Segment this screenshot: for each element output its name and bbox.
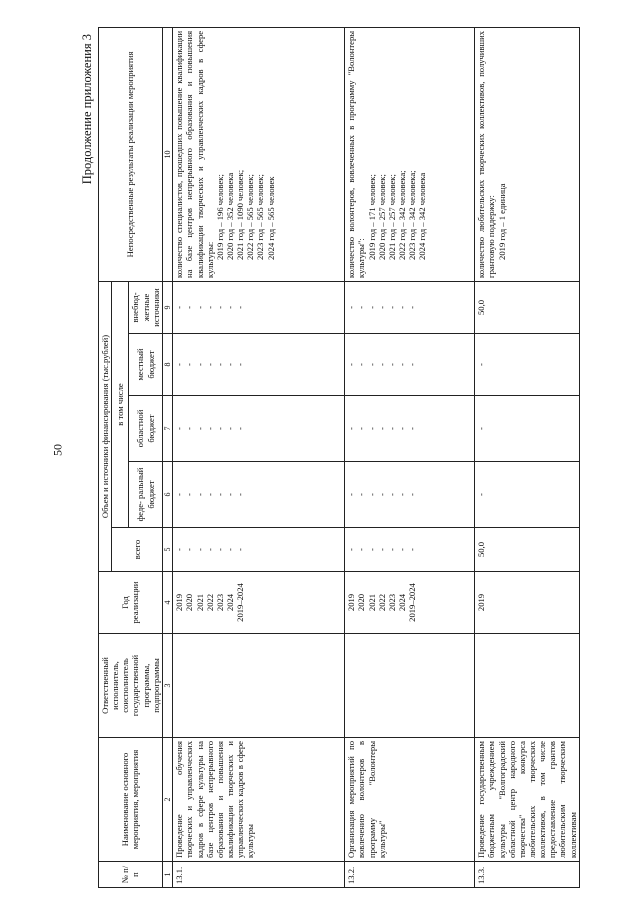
cell-federal-value: - [346, 493, 357, 496]
cell-regional-value: - [194, 427, 205, 430]
header-incl: в том числе [112, 281, 129, 527]
cell-local-value: - [366, 363, 377, 366]
cell-total-value: - [194, 548, 205, 551]
cell-federal-value: - [386, 493, 397, 496]
cell-year-value: 2024 [224, 593, 235, 612]
header-federal: феде- ральный бюджет [129, 462, 162, 528]
cell-regional [475, 396, 579, 462]
cell-total [173, 528, 345, 572]
cell-result [475, 27, 579, 281]
cell-year [173, 572, 345, 634]
table-row [345, 27, 475, 887]
result-item: 2019 год – 1 единица [496, 183, 507, 260]
cell-total-value: - [204, 548, 215, 551]
cell-regional-value: - [366, 427, 377, 430]
result-item: 2019 год – 196 человек; [214, 174, 225, 260]
table-row [173, 27, 345, 887]
cell-regional-value: - [224, 427, 235, 430]
cell-regional-value: - [184, 427, 195, 430]
cell-total-value: - [184, 548, 195, 551]
column-number: 4 [162, 572, 172, 634]
cell-total-value: - [174, 548, 185, 551]
cell-regional-value: - [386, 427, 397, 430]
cell-local [345, 334, 475, 396]
cell-offbudget-value: - [214, 306, 225, 309]
column-number: 10 [162, 27, 172, 281]
cell-federal [475, 462, 579, 528]
result-item: 2024 год – 565 человек [265, 176, 276, 260]
cell-regional-value: - [407, 427, 418, 430]
cell-total [345, 528, 475, 572]
cell-total-value: 50,0 [476, 541, 487, 558]
column-number: 1 [162, 862, 172, 888]
cell-offbudget-value: - [235, 306, 246, 309]
cell-year-value: 2019–2024 [235, 583, 246, 622]
cell-federal-value: - [174, 493, 185, 496]
header-year: Год реализации [99, 572, 163, 634]
cell-number: 13.2. [345, 862, 475, 888]
header-result: Непосредственные результаты реализации мероприятия [99, 27, 163, 281]
header-name: Наименование основного мероприятия, мероприятия [99, 738, 163, 862]
cell-total-value: - [214, 548, 225, 551]
cell-total-value: - [356, 548, 367, 551]
cell-regional-value: - [396, 427, 407, 430]
cell-local-value: - [376, 363, 387, 366]
cell-regional-value: - [356, 427, 367, 430]
cell-federal [173, 462, 345, 528]
cell-number: 13.1. [173, 862, 345, 888]
cell-number: 13.3. [475, 862, 579, 888]
cell-local [173, 334, 345, 396]
cell-total-value: - [407, 548, 418, 551]
cell-regional-value: - [204, 427, 215, 430]
column-number: 2 [162, 738, 172, 862]
cell-federal-value: - [407, 493, 418, 496]
cell-year-value: 2024 [396, 593, 407, 612]
cell-offbudget-value: - [386, 306, 397, 309]
cell-local-value: - [407, 363, 418, 366]
cell-total-value: - [396, 548, 407, 551]
cell-total-value: - [366, 548, 377, 551]
cell-year-value: 2023 [386, 593, 397, 612]
header-total: всего [112, 528, 163, 572]
cell-year-value: 2019 [174, 593, 185, 612]
column-number: 3 [162, 634, 172, 738]
cell-federal-value: - [476, 493, 487, 496]
cell-regional-value: - [174, 427, 185, 430]
result-item: 2020 год – 257 человек; [376, 174, 387, 260]
header-local: местный бюджет [129, 334, 162, 396]
cell-year-value: 2023 [214, 593, 225, 612]
cell-year-value: 2019 [346, 593, 357, 612]
result-item: 2022 год – 565 человек; [245, 174, 256, 260]
cell-year-value: 2021 [194, 593, 205, 612]
cell-year-value: 2020 [356, 593, 367, 612]
result-item: 2019 год – 171 человек; [366, 174, 377, 260]
cell-offbudget [173, 281, 345, 333]
cell-offbudget [345, 281, 475, 333]
cell-regional [173, 396, 345, 462]
cell-year-value: 2020 [184, 593, 195, 612]
header-funding: Объем и источники финансирования (тыс.рублей) [99, 281, 112, 571]
result-item: 2023 год – 565 человек; [255, 174, 266, 260]
cell-total-value: - [346, 548, 357, 551]
cell-offbudget-value: - [194, 306, 205, 309]
cell-offbudget-value: 50,0 [476, 299, 487, 315]
header-regional: областной бюджет [129, 396, 162, 462]
cell-federal-value: - [194, 493, 205, 496]
cell-federal-value: - [376, 493, 387, 496]
result-item: 2021 год – 1090 человек; [235, 169, 246, 260]
cell-offbudget-value: - [396, 306, 407, 309]
column-number: 5 [162, 528, 172, 572]
cell-year-value: 2021 [366, 593, 377, 612]
cell-offbudget-value: - [356, 306, 367, 309]
column-number: 7 [162, 396, 172, 462]
appendix-caption: Продолжение приложения 3 [80, 34, 94, 185]
cell-federal-value: - [396, 493, 407, 496]
cell-regional-value: - [376, 427, 387, 430]
cell-total-value: - [376, 548, 387, 551]
cell-year [475, 572, 579, 634]
cell-federal-value: - [356, 493, 367, 496]
cell-federal-value: - [224, 493, 235, 496]
result-item: 2022 год – 342 человека; [396, 170, 407, 260]
result-item: 2023 год – 342 человека; [407, 170, 418, 260]
cell-name: Проведение государственным бюджетным учреждением культуры "Волгоградский областной центр народного творчества" конкурса любительских творческих коллективов, в том числе предоставление грантов любительским творческим коллективам [475, 738, 579, 862]
cell-offbudget-value: - [366, 306, 377, 309]
cell-total [475, 528, 579, 572]
cell-local-value: - [184, 363, 195, 366]
cell-year [345, 572, 475, 634]
cell-executor [475, 634, 579, 738]
cell-local-value: - [386, 363, 397, 366]
cell-offbudget-value: - [407, 306, 418, 309]
cell-local-value: - [396, 363, 407, 366]
cell-name: Организация мероприятий по вовлечению волонтеров в программу "Волонтеры культуры" [345, 738, 475, 862]
cell-local-value: - [356, 363, 367, 366]
rotated-page-content [80, 28, 625, 888]
result-item: 2020 год – 352 человека [224, 172, 235, 260]
cell-result [345, 27, 475, 281]
cell-federal-value: - [214, 493, 225, 496]
result-item: 2024 год – 342 человека [417, 172, 428, 260]
column-number: 8 [162, 334, 172, 396]
cell-year-value: 2022 [204, 593, 215, 612]
cell-federal-value: - [235, 493, 246, 496]
cell-regional [345, 396, 475, 462]
result-item: 2021 год – 257 человек; [386, 174, 397, 260]
cell-regional-value: - [214, 427, 225, 430]
cell-offbudget-value: - [346, 306, 357, 309]
cell-offbudget [475, 281, 579, 333]
cell-local-value: - [194, 363, 205, 366]
cell-year-value: 2019–2024 [407, 583, 418, 622]
cell-federal-value: - [204, 493, 215, 496]
header-executor: Ответственный исполнитель, соисполнитель государственной программы, подпрограммы [99, 634, 163, 738]
cell-year-value: 2022 [376, 593, 387, 612]
cell-regional-value: - [235, 427, 246, 430]
page-number: 50 [50, 444, 65, 456]
cell-offbudget-value: - [204, 306, 215, 309]
funding-table [98, 27, 580, 888]
cell-regional-value: - [346, 427, 357, 430]
header-number: № п/п [99, 862, 163, 888]
column-number: 6 [162, 462, 172, 528]
cell-executor [173, 634, 345, 738]
cell-local-value: - [224, 363, 235, 366]
result-text: количество специалистов, прошедших повышение квалификации на базе центров непрерывного образования и повышения квалификации творческих и управленческих кадров в сфере культуры: [174, 30, 215, 278]
cell-local-value: - [476, 363, 487, 366]
cell-offbudget-value: - [184, 306, 195, 309]
cell-offbudget-value: - [174, 306, 185, 309]
cell-result [173, 27, 345, 281]
result-text: количество волонтеров, вовлеченных в программу "Волонтеры культуры": [346, 30, 367, 278]
cell-local [475, 334, 579, 396]
cell-name: Проведение обучения творческих и управленческих кадров в сфере культуры на базе центров непрерывного образования и повышения квалификации творческих и управленческих кадров в сфере культуры [173, 738, 345, 862]
cell-total-value: - [224, 548, 235, 551]
cell-local-value: - [204, 363, 215, 366]
cell-regional-value: - [476, 427, 487, 430]
table-row [475, 27, 579, 887]
cell-executor [345, 634, 475, 738]
cell-local-value: - [174, 363, 185, 366]
cell-federal-value: - [366, 493, 377, 496]
header-offbudget: внебюд- жетные источники [129, 281, 162, 333]
cell-offbudget-value: - [224, 306, 235, 309]
column-number: 9 [162, 281, 172, 333]
cell-local-value: - [235, 363, 246, 366]
cell-year-value: 2019 [476, 593, 487, 612]
cell-federal [345, 462, 475, 528]
cell-offbudget-value: - [376, 306, 387, 309]
cell-total-value: - [386, 548, 397, 551]
cell-local-value: - [214, 363, 225, 366]
cell-local-value: - [346, 363, 357, 366]
result-text: количество любительских творческих коллективов, получивших грантовую поддержку: [476, 30, 497, 278]
cell-total-value: - [235, 548, 246, 551]
cell-federal-value: - [184, 493, 195, 496]
